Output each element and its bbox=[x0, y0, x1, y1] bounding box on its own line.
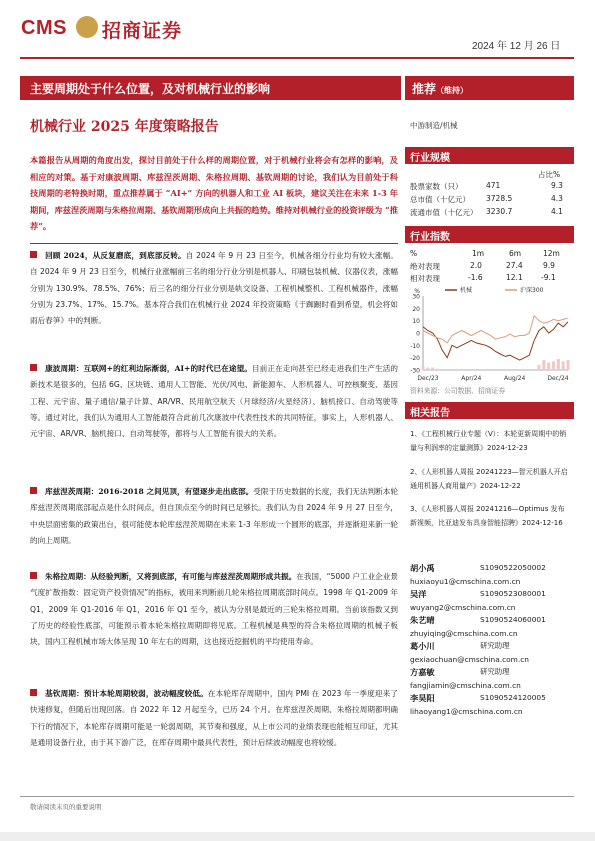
y-tick-label: -20 bbox=[410, 355, 420, 363]
scale-row-value: 3230.7 bbox=[486, 207, 513, 216]
diff-bar bbox=[436, 369, 439, 370]
bullet-kondratiev bbox=[30, 361, 398, 442]
analyst-name: 胡小禹 bbox=[410, 563, 435, 573]
scale-row-label: 股票家数（只） bbox=[410, 182, 463, 191]
industry-index-title: 行业指数 bbox=[410, 232, 450, 243]
bullet-marker-icon bbox=[30, 487, 37, 494]
scale-row-value: 3728.5 bbox=[486, 194, 513, 203]
related-report-item[interactable]: 2、《人形机器人周报 20241223—智元机器人开启通用机器人商用量产》2024-12-22 bbox=[410, 468, 568, 490]
scale-row-value: 471 bbox=[486, 181, 501, 190]
diff-bar bbox=[422, 366, 425, 370]
bullet-kuznets bbox=[30, 484, 398, 549]
analyst-name: 李昊阳 bbox=[410, 693, 435, 703]
footer-rule bbox=[20, 796, 574, 797]
index-col-header: 6m bbox=[509, 249, 522, 258]
bullet-marker-icon bbox=[30, 572, 37, 579]
footer-note: 敬请阅读末页的重要说明 bbox=[30, 803, 102, 811]
index-col-header: 12m bbox=[543, 249, 560, 258]
logo-cn: 招商证券 bbox=[102, 20, 183, 42]
index-row-label: 相对表现 bbox=[410, 274, 440, 283]
index-cell: -9.1 bbox=[541, 273, 556, 282]
bullet-review-2024 bbox=[30, 248, 398, 329]
report-subtitle: 机械行业 2025 年度策略报告 bbox=[30, 119, 219, 135]
analyst-email[interactable]: gexiaochuan@cmschina.com.cn bbox=[410, 654, 529, 664]
x-tick-label: Aug/24 bbox=[503, 375, 526, 382]
scale-row-pct: 4.3 bbox=[551, 194, 563, 203]
legend-label: 沪深300 bbox=[520, 287, 544, 294]
diff-bar bbox=[567, 360, 570, 370]
diff-bar bbox=[547, 363, 550, 370]
y-tick-label: -10 bbox=[410, 342, 420, 350]
related-reports-title: 相关报告 bbox=[410, 408, 450, 419]
sector-label: 中游制造/机械 bbox=[410, 121, 458, 130]
bullet-lead: 库兹涅茨周期：2016-2018 之间见顶，有望逐步走出底部。 bbox=[45, 487, 254, 496]
diff-bar bbox=[426, 368, 429, 370]
y-tick-label: -30 bbox=[410, 367, 420, 375]
diff-bar bbox=[431, 368, 434, 370]
y-tick-label: 30 bbox=[412, 293, 420, 301]
rating bbox=[412, 80, 468, 97]
y-tick-label: 10 bbox=[412, 318, 420, 326]
bullet-lead: 基钦周期：预计本轮周期较弱，波动幅度较低。 bbox=[45, 689, 208, 698]
analyst-id: 研究助理 bbox=[480, 641, 510, 650]
index-cell: -1.6 bbox=[468, 273, 483, 282]
analyst-id: S1090522050002 bbox=[480, 563, 546, 572]
bullet-text: 目前正在走向甚至已经走进我们生产生活的新技术是很多的，包括 6G、区块链、通用人工智能、光伏/风电、新能源车、人形机器人、可控核聚变、基因工程、元宇宙、量子通信/量子计算、AR/VR、民用航空航天（月球经济/火星经济）、脑机接口、自动驾驶等等。通过对比，我们认为通用人工智能最符合此前几次康波中代表性技术的共同特征，事实上，人形机器人、元宇宙、AR/VR、脑机接口、自动驾驶等，都将与人工智能有很大的关系。 bbox=[30, 364, 398, 439]
index-col-header: % bbox=[410, 249, 418, 258]
analyst-entry bbox=[410, 666, 521, 692]
bullet-lead: 康波周期：互联网+的红利边际渐弱，AI+的时代已在途望。 bbox=[45, 364, 252, 373]
industry-index-chart bbox=[405, 284, 574, 384]
analyst-id: S1090524120005 bbox=[480, 693, 546, 702]
y-tick-label: 20 bbox=[412, 305, 420, 313]
analyst-name: 方嘉敏 bbox=[410, 667, 435, 677]
bullet-marker-icon bbox=[30, 689, 37, 696]
analyst-name: 吴洋 bbox=[410, 589, 427, 599]
scale-row-label: 流通市值（十亿元） bbox=[410, 208, 478, 217]
analyst-email[interactable]: huxiaoyu1@cmschina.com.cn bbox=[410, 576, 521, 586]
diff-bar bbox=[538, 365, 541, 370]
logo-badge-icon bbox=[76, 16, 98, 38]
analyst-email[interactable]: wuyang2@cmschina.com.cn bbox=[410, 602, 516, 612]
index-cell: 9.9 bbox=[543, 261, 555, 270]
industry-scale-title: 行业规模 bbox=[410, 153, 450, 164]
diff-bar bbox=[557, 359, 560, 370]
bullet-lead: 回顾 2024，从反复磨底，到底部反转。 bbox=[45, 251, 186, 260]
analyst-id: S1090524060001 bbox=[480, 615, 546, 624]
scale-row-pct: 9.3 bbox=[551, 181, 563, 190]
index-cell: 12.1 bbox=[506, 273, 523, 282]
bullet-text: 在我国，“5000 户工业企业景气度扩散指数：固定资产投资情况”的指标，被用来判断前几轮朱格拉周期底部时间点。1998 年 Q1-2009 年 Q1，2009 年 Q1-2016 年 Q1，2016 年 Q1 至今，被认为分别是最近的三轮朱格拉周期。当前该指数又到了历史的经验性底部，可能预示着本轮朱格拉周期即将见底。工程机械是典型的符合朱格拉周期的机械子板块，国内工程机械市场大体呈现 10 年左右的周期，这也接近挖掘机的平均使用寿命。 bbox=[30, 572, 398, 647]
abstract: 本篇报告从周期的角度出发，探讨目前处于什么样的周期位置，对于机械行业将会有怎样的影响，及相应的对策。基于对康波周期、库兹涅茨周期、朱格拉周期、基钦周期的讨论，我们认为目前处于科技周期的老特换时期，重点推荐属于 “AI+” 方向的机器人和工业 AI 板块，建议关注在未来 1-3 年期间，库兹涅茨周期与朱格拉周期、基钦周期形成向上共振的趋势。维持对机械行业的投资评级为 “推荐”。 bbox=[30, 155, 398, 231]
analyst-entry bbox=[410, 614, 546, 640]
diff-bar bbox=[542, 360, 545, 370]
analyst-entry bbox=[410, 562, 546, 588]
legend-label: 机械 bbox=[460, 287, 473, 294]
rating-note: （维持） bbox=[436, 85, 469, 95]
index-col-header: 1m bbox=[472, 249, 485, 258]
analyst-id: S1090523080001 bbox=[480, 589, 546, 598]
scale-row-label: 总市值（十亿元） bbox=[410, 195, 470, 204]
bullet-juglar bbox=[30, 569, 398, 650]
scale-row-pct: 4.1 bbox=[551, 207, 563, 216]
analyst-email[interactable]: lihaoyang1@cmschina.com.cn bbox=[410, 706, 523, 716]
related-report-item[interactable]: 3、《人形机器人周报 20241216—Optimus 发布新视频，比亚迪发布具身智能招聘》2024-12-16 bbox=[410, 505, 565, 527]
analyst-email[interactable]: zhuyiqing@cmschina.com.cn bbox=[410, 628, 518, 638]
analyst-entry bbox=[410, 692, 546, 718]
analyst-name: 葛小川 bbox=[410, 641, 435, 651]
y-tick-label: % bbox=[414, 288, 420, 295]
chart-source: 资料来源：公司数据、招商证券 bbox=[410, 387, 506, 395]
bullet-lead: 朱格拉周期：从经验判断，又将到底部，有可能与库兹涅茨周期形成共振。 bbox=[45, 572, 297, 581]
bullet-marker-icon bbox=[30, 364, 37, 371]
report-title: 主要周期处于什么位置，及对机械行业的影响 bbox=[30, 82, 271, 96]
analyst-email[interactable]: fangjiamin@cmschina.com.cn bbox=[410, 680, 521, 690]
related-report-item[interactable]: 1、《工程机械行业专题（Ⅴ）：本轮更新周期中的销量与利润率的定量测算》2024-12-23 bbox=[410, 430, 567, 452]
rating-value: 推荐 bbox=[412, 82, 437, 96]
analyst-entry bbox=[410, 588, 546, 614]
index-cell: 2.0 bbox=[470, 261, 482, 270]
index-cell: 27.4 bbox=[506, 261, 523, 270]
index-row-label: 绝对表现 bbox=[410, 262, 440, 271]
bullet-text: 自 2024 年 9 月 23 日至今，机械各细分行业均有较大涨幅。自 2024 年 9 月 23 日至今，机械行业涨幅前三名的细分行业分别是机器人、印刷包装机械、仪器仪表，涨幅分别为 130.9%、78.5%、76%；后三名的细分行业分别是轨交设备、工程机械整机、工程机械器件，涨幅分别为 23.7%、17%、15.7%。基本符合我们在机械行业 2024 年投资策略《于踟蹰时看到希望，机会将如雨后春笋》中的判断。 bbox=[30, 251, 398, 326]
bullet-text: 受限于历史数据的长度，我们无法判断本轮库兹涅茨周期底部起点是什么时间点，但自顶点至今的时间已足够长。我们认为自 2024 年 9 月 27 日至今，中央层面密集的政策出台，很可能使本轮库兹涅茨周期在未来 1-3 年形成一个圆形的底部，并逐渐迎来新一轮的向上周期。 bbox=[30, 487, 398, 545]
y-tick-label: 0 bbox=[416, 330, 420, 338]
x-tick-label: Apr/24 bbox=[461, 375, 482, 382]
diff-bar bbox=[552, 361, 555, 370]
bullet-text: 在本轮库存周期中，国内 PMI 在 2023 年一季度迎来了快速修复，但随后出现回落。自 2022 年 12 月起至今，已历 24 个月。在库兹涅茨周期、朱格拉周期都明确下行的情况下，本轮库存周期可能是一轮弱周期，其节奏和强度，从上市公司的业绩表现也能相互印证，尤其是通用设备行业，由于其下游广泛，在库存周期中最具代表性，预计后续波动幅度也将较缓。 bbox=[30, 689, 398, 747]
analyst-entry bbox=[410, 640, 529, 666]
x-tick-label: Dec/24 bbox=[547, 375, 569, 382]
analyst-id: 研究助理 bbox=[480, 667, 510, 676]
abstract-divider bbox=[30, 243, 398, 244]
diff-bar bbox=[562, 361, 565, 370]
header-rule bbox=[20, 57, 574, 59]
x-tick-label: Dec/23 bbox=[417, 375, 439, 382]
bullet-marker-icon bbox=[30, 251, 37, 258]
bottom-bar bbox=[0, 832, 595, 841]
scale-col-header: 占比% bbox=[538, 170, 561, 179]
logo-cms: CMS bbox=[21, 17, 67, 39]
bullet-kitchin bbox=[30, 686, 398, 751]
report-date: 2024 年 12 月 26 日 bbox=[472, 41, 561, 52]
analyst-name: 朱艺晴 bbox=[410, 615, 435, 625]
